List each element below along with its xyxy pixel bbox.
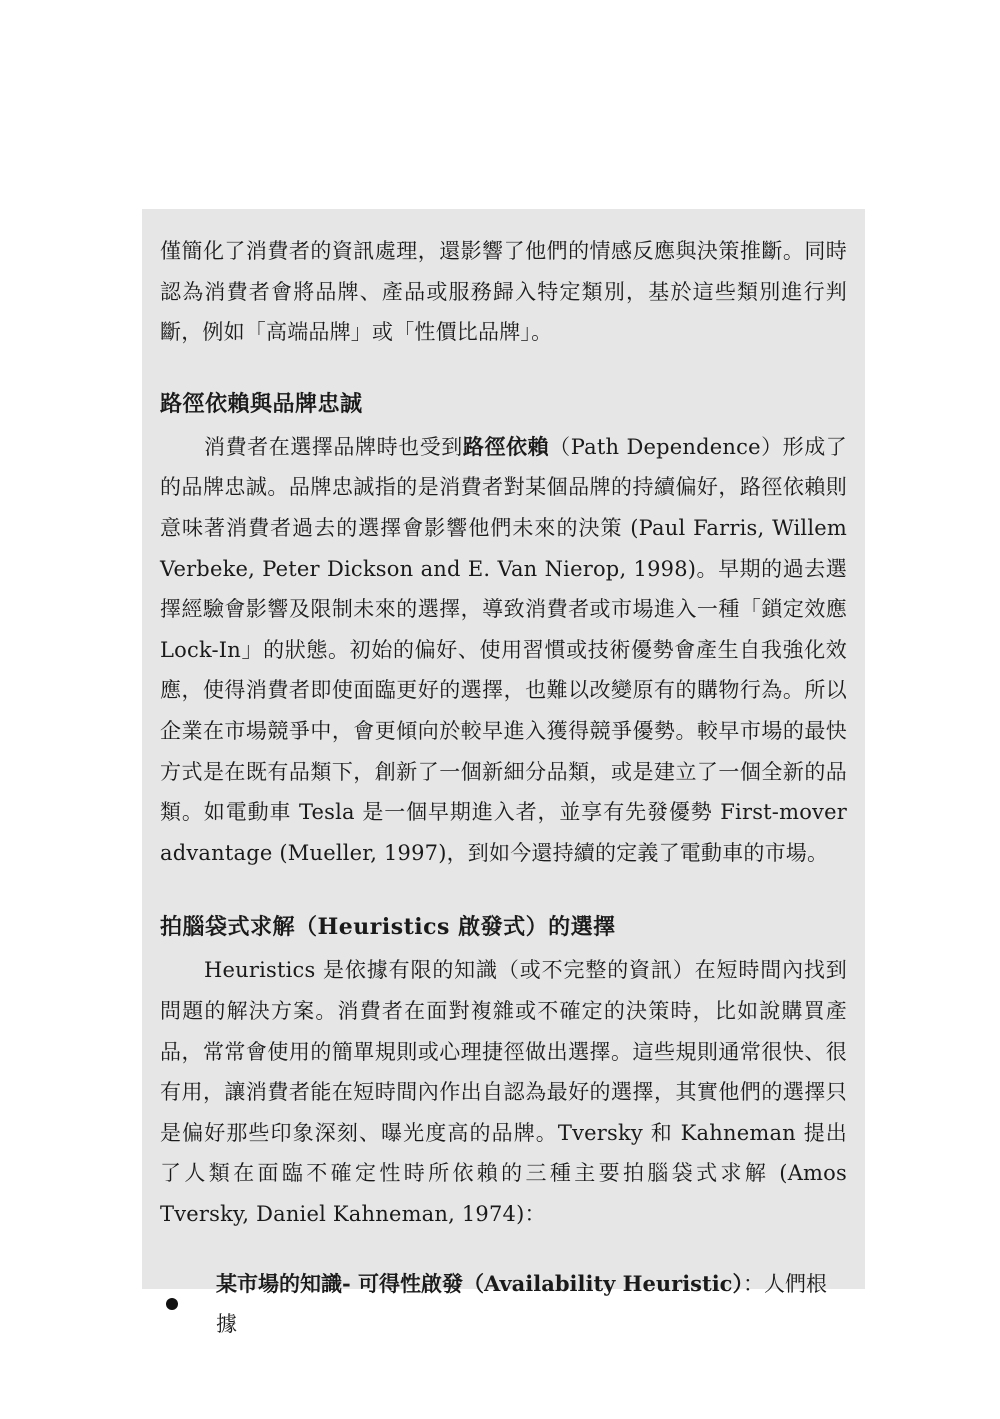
paragraph-path-dependence-lead: 消費者在選擇品牌時也受到 (204, 434, 463, 459)
paragraph-heuristics: Heuristics 是依據有限的知識（或不完整的資訊）在短時間內找到問題的解決方案。消費者在面對複雜或不確定的決策時，比如說購買產品，常常會使用的簡單規則或心理捷徑做出選擇。這些規則通常很快、很有用，讓消費者能在短時間內作出自認為最好的選擇，其實他們的選擇只是偏好那些印象深刻、曝光度高的品牌。Tversky 和 Kahneman 提出了人類在面臨不確定性時所依賴的三種主要拍腦袋式求解 (Amos Tversky, Daniel Kahneman, 1974)： (160, 958, 847, 1226)
paragraph-intro: 僅簡化了消費者的資訊處理，還影響了他們的情感反應與決策推斷。同時認為消費者會將品牌、產品或服務歸入特定類別，基於這些類別進行判斷，例如「高端品牌」或「性價比品牌」。 (160, 239, 847, 345)
bullet-dot-icon (166, 1298, 178, 1310)
paragraph-path-dependence (160, 427, 847, 874)
bullet-item-text (216, 1264, 847, 1344)
bullet-item-rest: ：人們根據 (216, 1272, 827, 1337)
bullet-item-availability (160, 1264, 847, 1344)
document-body (160, 231, 847, 1344)
section-heading-path-dependence: 路徑依賴與品牌忠誠 (160, 390, 363, 417)
paragraph-path-dependence-body: （Path Dependence）形成了的品牌忠誠。品牌忠誠指的是消費者對某個品牌的持續偏好，路徑依賴則意味著消費者過去的選擇會影響他們未來的決策 (Paul Farris, Willem Verbeke, Peter Dickson and E. Van Nierop, 1998)。早期的過去選擇經驗會影響及限制未來的選擇，導致消費者或市場進入一種「鎖定效應 Lock-In」的狀態。初始的偏好、使用習慣或技術優勢會產生自我強化效應，使得消費者即使面臨更好的選擇，也難以改變原有的購物行為。所以企業在市場競爭中，會更傾向於較早進入獲得競爭優勢。較早市場的最快方式是在既有品類下，創新了一個新細分品類，或是建立了一個全新的品類。如電動車 Tesla 是一個早期進入者，並享有先發優勢 First-mover advantage (Mueller, 1997)，到如今還持續的定義了電動車的市場。 (160, 434, 847, 865)
bullet-item-bold: 某市場的知識- 可得性啟發（Availability Heuristic） (216, 1271, 743, 1297)
section-heading-heuristics: 拍腦袋式求解（Heuristics 啟發式）的選擇 (160, 914, 616, 941)
text-panel (142, 209, 865, 1337)
term-path-dependence: 路徑依賴 (462, 433, 550, 459)
